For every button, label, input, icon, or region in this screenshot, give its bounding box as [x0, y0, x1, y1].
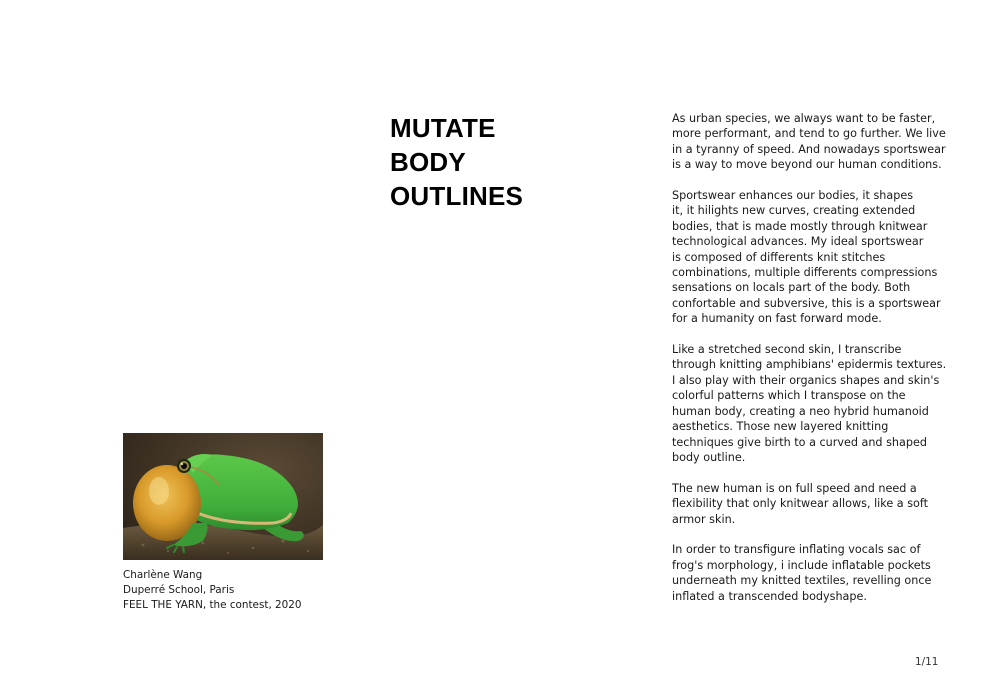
paragraph-4 [672, 481, 954, 527]
text-line: The new human is on full speed and need a [672, 481, 917, 495]
text-line: Sportswear enhances our bodies, it shapes [672, 189, 914, 203]
title-line: MUTATE [390, 113, 496, 143]
text-line: for a humanity on fast forward mode. [672, 312, 882, 326]
text-line: bodies, that is made mostly through knitwear [672, 219, 928, 233]
text-line: colorful patterns which I transpose on the [672, 389, 906, 403]
text-line: body outline. [672, 450, 746, 464]
caption-contest: FEEL THE YARN, the contest, 2020 [123, 599, 302, 611]
text-line: armor skin. [672, 512, 736, 526]
frog-illustration [123, 433, 323, 560]
text-line: As urban species, we always want to be faster, [672, 112, 936, 125]
text-line: in a tyranny of speed. And nowadays sportswear [672, 142, 946, 156]
text-line: inflated a transcended bodyshape. [672, 589, 867, 603]
text-line: frog's morphology, i include inflatable pockets [672, 558, 931, 572]
text-line: is a way to move beyond our human conditions. [672, 158, 942, 172]
page-number: 1/11 [915, 656, 939, 668]
body-text [672, 111, 954, 619]
title-line: BODY [390, 147, 466, 177]
text-line: more performant, and tend to go further. We live [672, 127, 946, 141]
text-line: technological advances. My ideal sportswear [672, 235, 924, 249]
page-title [390, 111, 523, 213]
text-line: underneath my knitted textiles, revelling once [672, 574, 932, 588]
text-line: I also play with their organics shapes and skin's [672, 373, 940, 387]
text-line: confortable and subversive, this is a sportswear [672, 296, 941, 310]
text-line: through knitting amphibians' epidermis textures. [672, 358, 947, 372]
frog-photo [123, 433, 323, 560]
text-line: Like a stretched second skin, I transcribe [672, 343, 902, 357]
text-line: human body, creating a neo hybrid humanoid [672, 404, 929, 418]
text-line: sensations on locals part of the body. Both [672, 281, 911, 295]
paragraph-3 [672, 342, 954, 465]
text-line: it, it hilights new curves, creating extended [672, 204, 916, 218]
paragraph-5 [672, 542, 954, 604]
caption-school: Duperré School, Paris [123, 584, 235, 596]
paragraph-1 [672, 111, 954, 173]
paragraph-2 [672, 188, 954, 327]
text-line: techniques give birth to a curved and shaped [672, 435, 927, 449]
text-line: combinations, multiple differents compressions [672, 266, 938, 280]
text-line: In order to transfigure inflating vocals sac of [672, 543, 921, 557]
caption-author: Charlène Wang [123, 569, 203, 581]
text-line: aesthetics. Those new layered knitting [672, 420, 889, 434]
photo-caption [123, 568, 302, 613]
text-line: flexibility that only knitwear allows, like a soft [672, 497, 929, 511]
title-line: OUTLINES [390, 181, 524, 211]
text-line: is composed of differents knit stitches [672, 250, 886, 264]
